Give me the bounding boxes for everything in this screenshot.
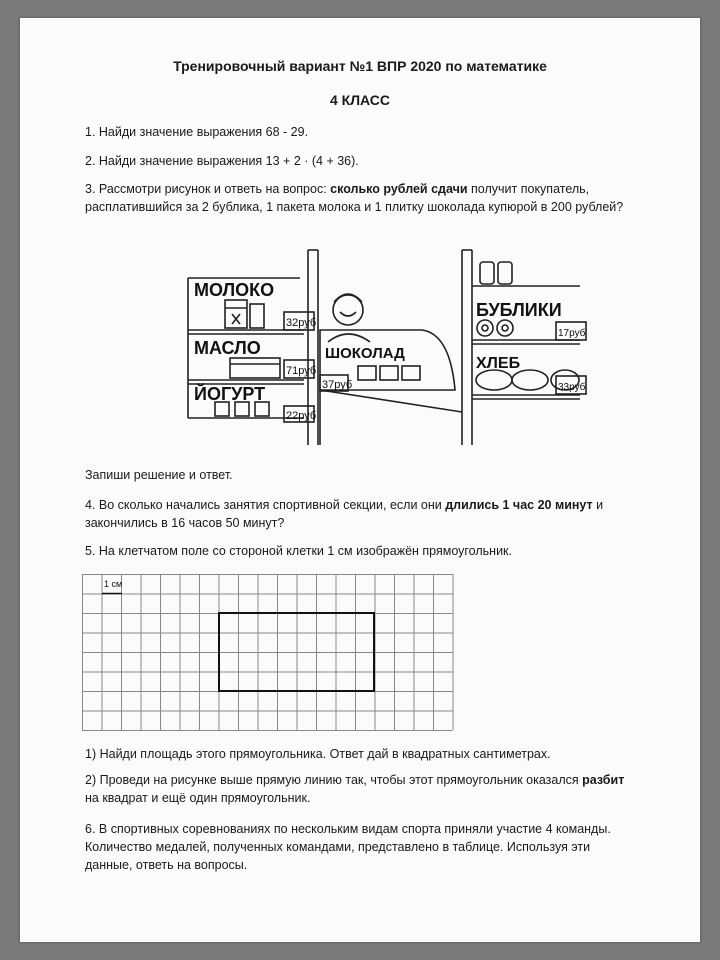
- answer-prompt: Запиши решение и ответ.: [85, 468, 233, 482]
- price-bagels: 17руб: [558, 328, 586, 339]
- question-4-line-1: 4. Во сколько начались занятия спортивной секции, если они длились 1 час 20 минут и: [85, 498, 604, 512]
- label-chocolate: ШОКОЛАД: [325, 345, 405, 362]
- page-title: Тренировочный вариант №1 ВПР 2020 по математике: [173, 58, 547, 74]
- question-3-line-1: 3. Рассмотри рисунок и ответь на вопрос: сколько рублей сдачи получит покупатель,: [85, 182, 590, 196]
- worksheet-page: [20, 18, 700, 942]
- question-6-line-1: 6. В спортивных соревнованиях по нескольким видам спорта приняли участие 4 команды.: [85, 822, 611, 836]
- grade-heading: 4 КЛАСС: [329, 92, 391, 108]
- price-milk: 32руб: [286, 317, 317, 329]
- label-bagels: БУБЛИКИ: [476, 300, 562, 320]
- label-bread: ХЛЕБ: [476, 355, 521, 372]
- label-butter: МАСЛО: [194, 338, 261, 358]
- question-2: 2. Найди значение выражения 13 + 2 · (4 + 36).: [85, 154, 359, 168]
- price-butter: 71руб: [286, 365, 317, 377]
- question-6-line-2: Количество медалей, полученных командами, представлено в таблице. Используя эти: [85, 840, 591, 854]
- price-bread: 33руб: [558, 382, 586, 393]
- price-chocolate: 37руб: [322, 379, 353, 391]
- question-4-line-2: закончились в 16 часов 50 минут?: [85, 516, 285, 530]
- question-5-sub-2-line-2: на квадрат и ещё один прямоугольник.: [85, 791, 311, 805]
- question-5: 5. На клетчатом поле со стороной клетки 1 см изображён прямоугольник.: [85, 544, 512, 558]
- store-illustration: [180, 230, 586, 445]
- question-6-line-3: данные, ответь на вопросы.: [85, 858, 248, 872]
- question-1: 1. Найди значение выражения 68 - 29.: [85, 125, 309, 139]
- cell-size-label: 1 см: [104, 579, 123, 589]
- price-yogurt: 22руб: [286, 410, 317, 422]
- label-milk: МОЛОКО: [194, 280, 275, 300]
- question-5-sub-2-line-1: 2) Проведи на рисунке выше прямую линию так, чтобы этот прямоугольник оказался разбит: [85, 773, 625, 787]
- question-3-line-2: расплатившийся за 2 бублика, 1 пакета молока и 1 плитку шоколада купюрой в 200 рублей?: [85, 200, 624, 214]
- label-yogurt: ЙОГУРТ: [194, 384, 266, 404]
- question-5-sub-1: 1) Найди площадь этого прямоугольника. Ответ дай в квадратных сантиметрах.: [85, 747, 551, 761]
- grid-field: [82, 574, 472, 734]
